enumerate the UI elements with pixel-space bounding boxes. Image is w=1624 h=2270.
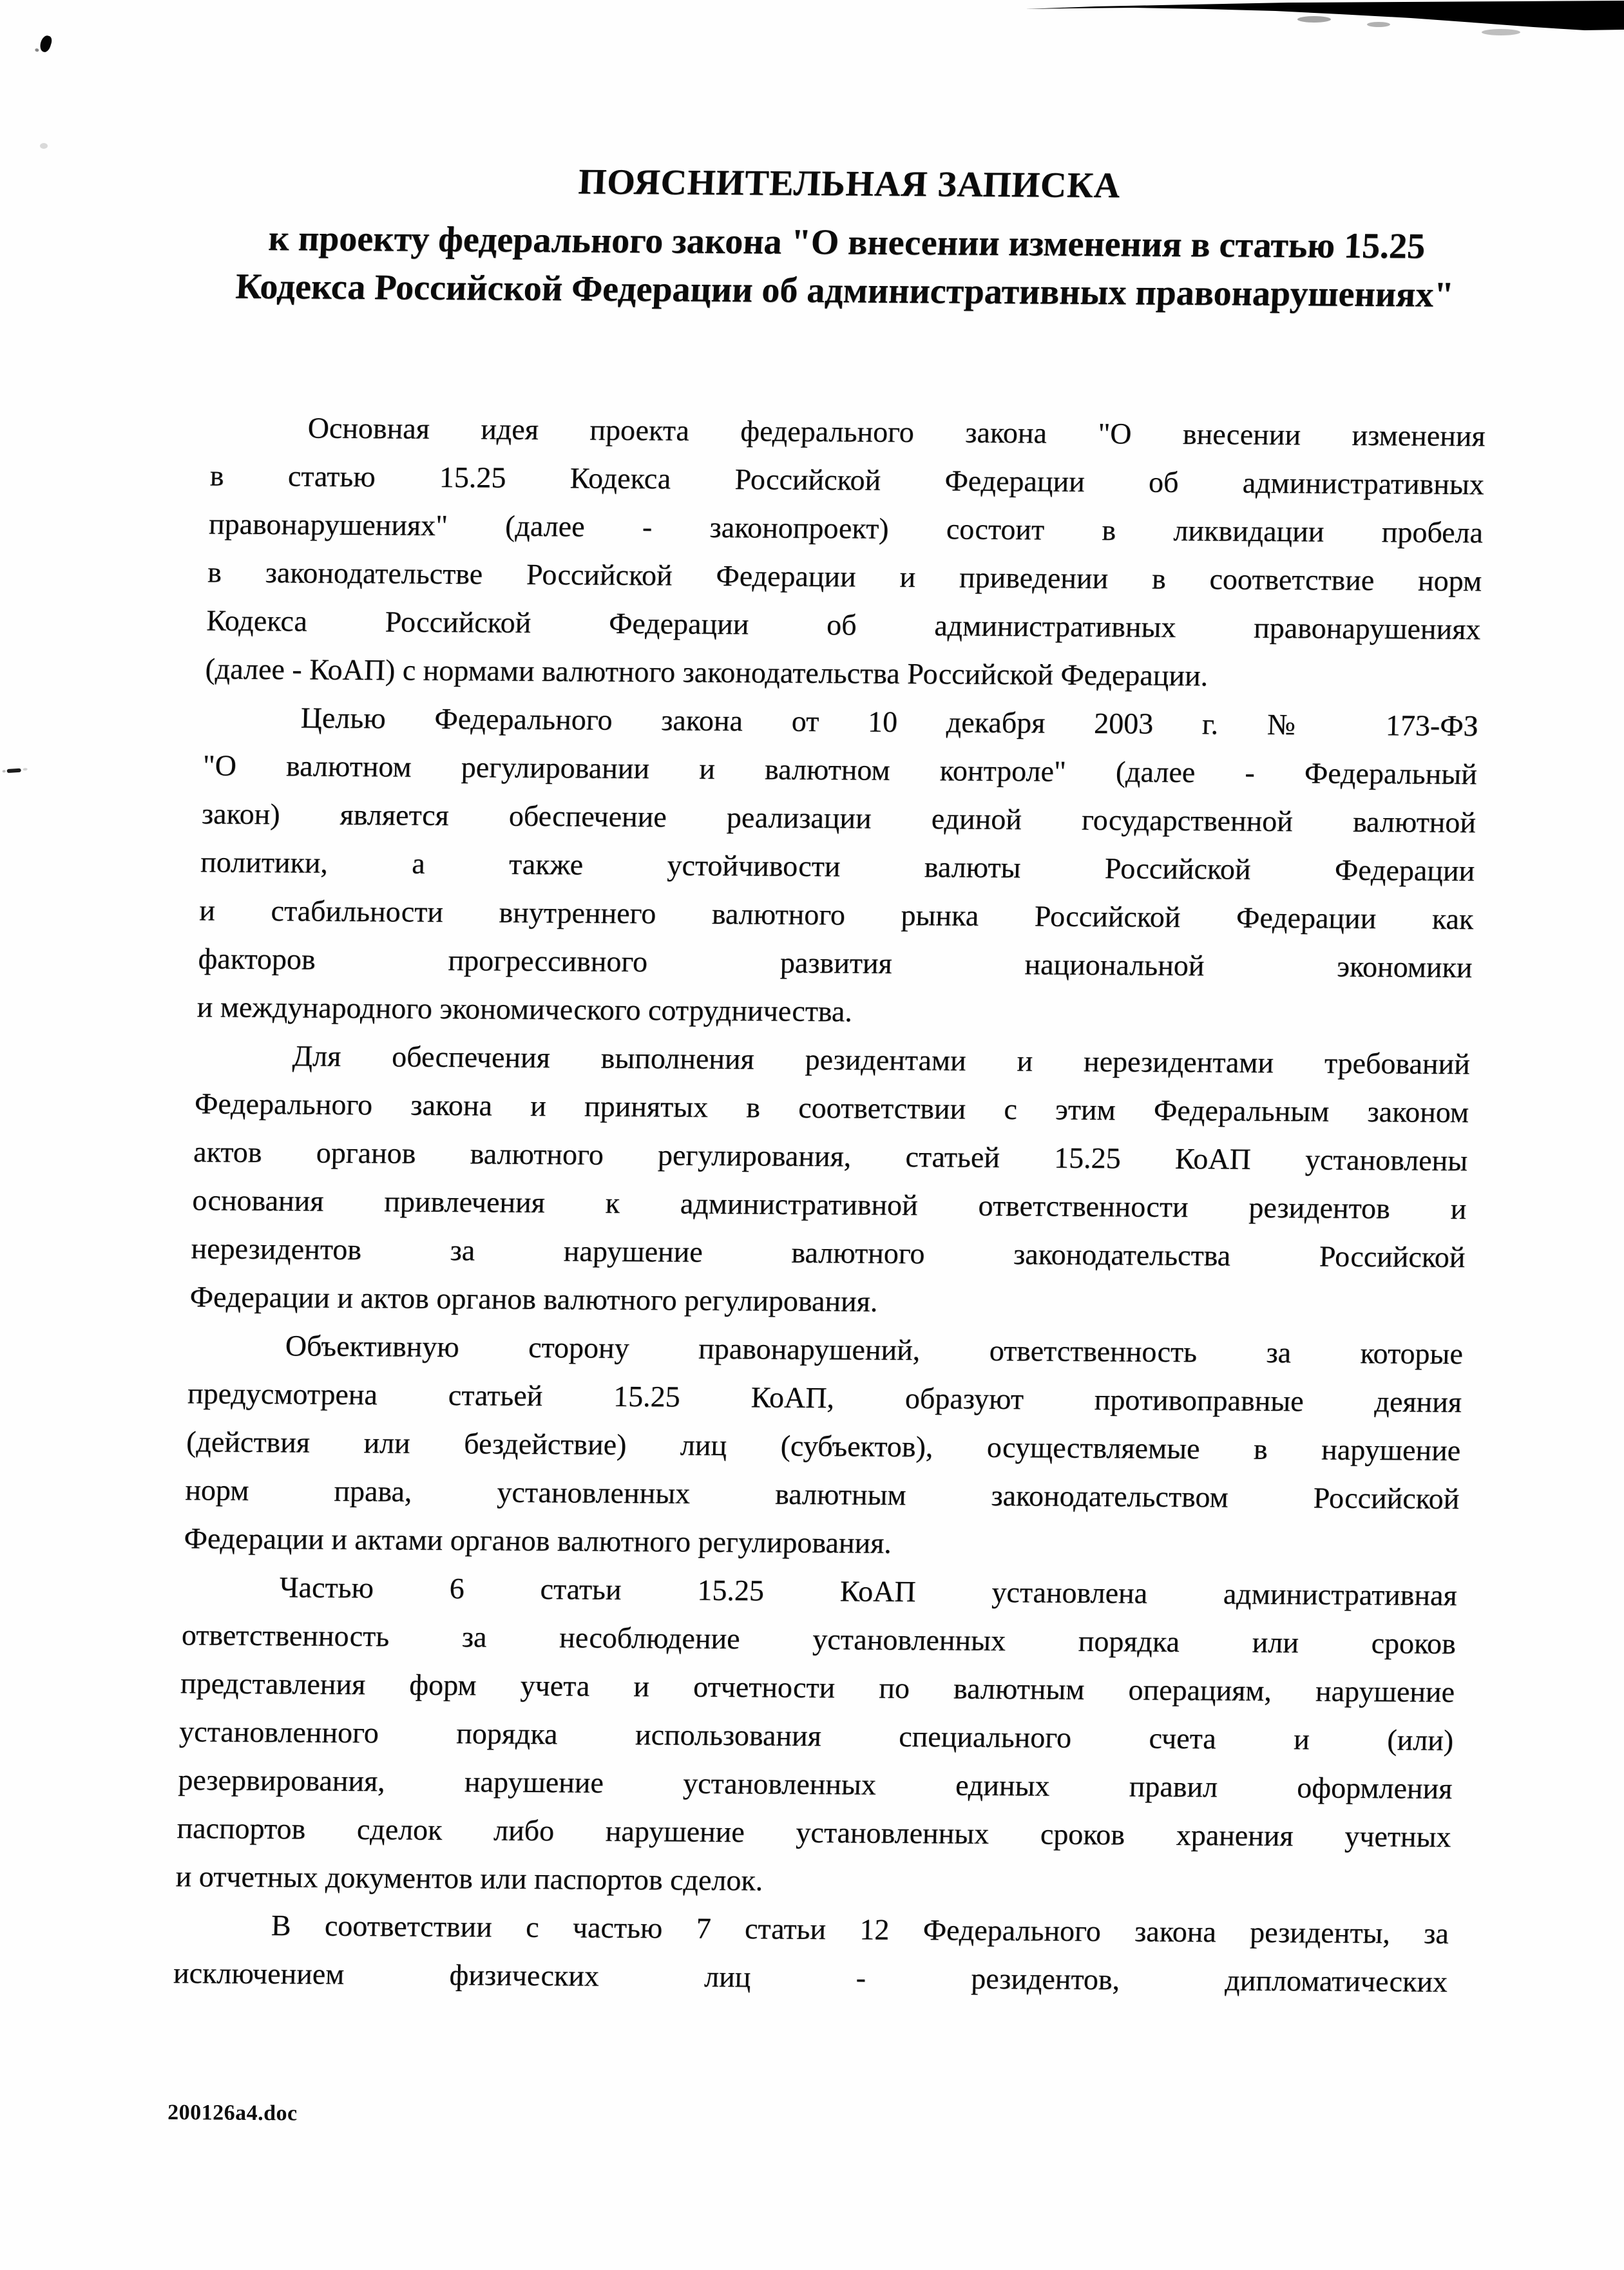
margin-dash-mark	[7, 768, 21, 773]
paragraph	[205, 403, 1486, 701]
text-line: Федерального закона и принятых в соответствии с этим Федеральным законом	[194, 1087, 1469, 1129]
document-content	[173, 0, 1489, 2006]
text-line: политики, а также устойчивости валюты Российской Федерации	[200, 845, 1475, 888]
text-line: Основная идея проекта федерального закона "О внесении изменения	[307, 411, 1486, 453]
text-line: ответственность за несоблюдение установленных порядка или сроков	[181, 1618, 1457, 1660]
text-line: в статью 15.25 Кодекса Российской Федерации об административных	[209, 459, 1485, 501]
text-line: в законодательстве Российской Федерации и приведении в соответствие норм	[207, 555, 1482, 598]
document-body	[173, 403, 1485, 2005]
text-line: (далее - КоАП) с нормами валютного законодательства Российской Федерации.	[204, 652, 1208, 692]
text-line: установленного порядка использования специального счета и (или)	[178, 1715, 1454, 1757]
text-line: Федерации и актов органов валютного регулирования.	[189, 1280, 879, 1318]
text-line: основания привлечения к административной ответственности резидентов и	[191, 1183, 1467, 1226]
text-line: нерезидентов за нарушение валютного законодательства Российской	[190, 1232, 1466, 1274]
text-line: закон) является обеспечение реализации единой государственной валютной	[201, 797, 1476, 839]
text-line: В соответствии с частью 7 статьи 12 Федерального закона резиденты, за	[271, 1909, 1449, 1950]
text-line: Целью Федерального закона от 10 декабря 2003 г. № 173-ФЗ	[300, 701, 1479, 743]
document-subtitle	[206, 214, 1485, 320]
text-line: Для обеспечения выполнения резидентами и нерезидентами требований	[292, 1039, 1471, 1081]
text-line: и стабильности внутреннего валютного рынка Российской Федерации как	[198, 893, 1475, 936]
text-line: Кодекса Российской Федерации об административных правонарушениях	[205, 604, 1482, 646]
footer-filename: 200126a4.doc	[167, 2101, 298, 2126]
text-line: (действия или бездействие) лиц (субъектов), осуществляемые в нарушение	[186, 1425, 1461, 1467]
text-line: факторов прогрессивного развития национальной экономики	[197, 942, 1473, 984]
text-line: "О валютном регулировании и валютном контроле" (далее - Федеральный	[202, 749, 1478, 791]
text-line: предусмотрена статьей 15.25 КоАП, образуют противоправные деяния	[187, 1377, 1462, 1419]
paragraph	[175, 1562, 1458, 1909]
text-line: и международного экономического сотрудничества.	[196, 990, 853, 1028]
paragraph	[173, 1900, 1449, 2006]
subtitle-line: к проекту федерального закона "О внесении изменения в статью 15.25	[267, 218, 1426, 267]
text-line: Частью 6 статьи 15.25 КоАП установлена административная	[279, 1570, 1458, 1612]
text-line: норм права, установленных валютным законодательством Российской	[184, 1473, 1460, 1516]
text-line: Федерации и актами органов валютного регулирования.	[183, 1521, 892, 1559]
document-heading	[206, 155, 1487, 320]
text-line: паспортов сделок либо нарушение установленных сроков хранения учетных	[176, 1811, 1452, 1853]
text-line: правонарушениях" (далее - законопроект) состоит в ликвидации пробела	[208, 507, 1484, 549]
subtitle-line: Кодекса Российской Федерации об административных правонарушениях"	[234, 266, 1455, 315]
text-line: исключением физических лиц - резидентов, дипломатических	[173, 1956, 1448, 1998]
paragraph	[189, 1031, 1471, 1330]
text-line: актов органов валютного регулирования, статьей 15.25 КоАП установлены	[193, 1135, 1468, 1178]
paragraph	[196, 692, 1479, 1040]
text-line: Объективную сторону правонарушений, ответственность за которые	[285, 1329, 1464, 1371]
text-line: представления форм учета и отчетности по валютным операциям, нарушение	[180, 1666, 1455, 1708]
paragraph	[184, 1321, 1464, 1571]
page-title: ПОЯСНИТЕЛЬНАЯ ЗАПИСКА	[577, 162, 1122, 206]
text-line: резервирования, нарушение установленных единых правил оформления	[177, 1763, 1453, 1805]
text-line: и отчетных документов или паспортов сделок.	[175, 1860, 763, 1897]
